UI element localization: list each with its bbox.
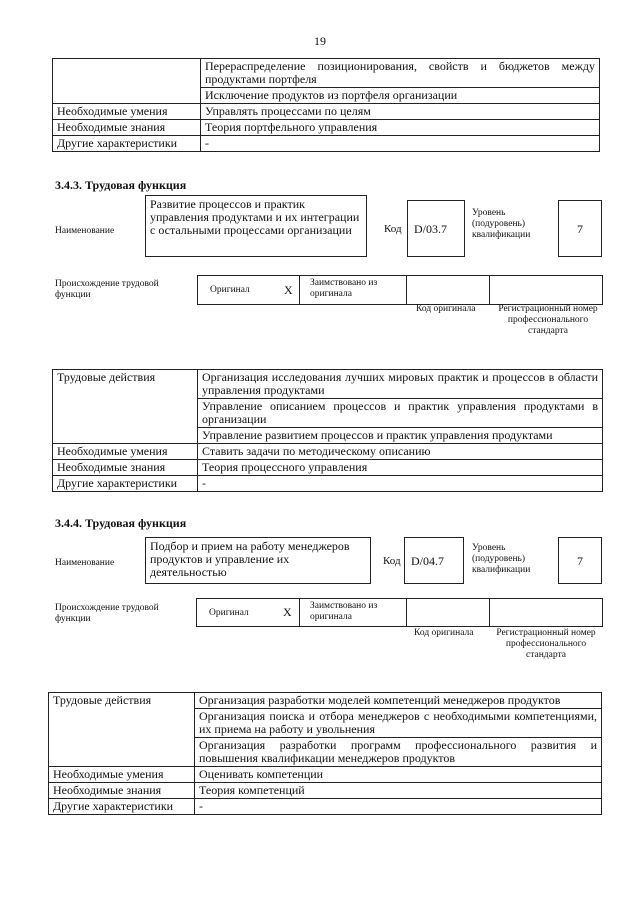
page-number: 19: [314, 34, 326, 48]
function-name: Подбор и прием на работу менеджеров продуктов и управление их деятельностью: [145, 537, 371, 584]
row-label: Другие характеристики: [53, 136, 201, 152]
table-row: [49, 693, 602, 709]
reg-number-cell: [489, 598, 603, 627]
row-label: Необходимые знания: [49, 783, 195, 799]
row-label: Необходимые знания: [53, 120, 201, 136]
table-cell: Организация исследования лучших мировых практик и процессов в области управления продуктами: [198, 370, 603, 399]
qualification-level: 7: [558, 537, 602, 584]
table-cell: Управлять процессами по целям: [201, 104, 600, 120]
table-row: [49, 799, 602, 815]
name-label: Наименование: [55, 226, 115, 236]
table-cell: Оценивать компетенции: [195, 767, 602, 783]
name-label: Наименование: [55, 558, 115, 568]
table-row: [53, 59, 600, 88]
table-row: [49, 783, 602, 799]
top-table: [52, 58, 600, 152]
function-name: Развитие процессов и практик управления продуктами и их интеграции с остальными процессами организации: [145, 195, 367, 257]
row-label: Необходимые умения: [49, 767, 195, 783]
code-label: Код: [384, 223, 402, 235]
details-table-344: [48, 692, 602, 815]
table-cell: Теория портфельного управления: [201, 120, 600, 136]
original-code-cell: [406, 275, 490, 305]
table-cell: Организация разработки программ профессионального развития и повышения квалификации менеджеров продуктов: [195, 738, 602, 767]
table-cell: -: [201, 136, 600, 152]
table-row: [53, 370, 603, 399]
table-cell: Теория процессного управления: [198, 460, 603, 476]
original-code-label: Код оригинала: [416, 304, 476, 314]
level-label: Уровень (подуровень) квалификации: [472, 543, 531, 575]
reg-number-cell: [489, 275, 603, 305]
row-label: Другие характеристики: [53, 476, 198, 492]
table-cell: Управление описанием процессов и практик управления продуктами в организации: [198, 399, 603, 428]
qualification-level: 7: [558, 200, 602, 257]
borrowed-label: Заимствовано из оригинала: [299, 598, 407, 627]
borrowed-label: Заимствовано из оригинала: [299, 275, 407, 305]
table-cell: Исключение продуктов из портфеля организации: [201, 88, 600, 104]
table-cell: Организация поиска и отбора менеджеров с необходимыми компетенциями, их приема на работу и увольнения: [195, 709, 602, 738]
table-cell: Организация разработки моделей компетенций менеджеров продуктов: [195, 693, 602, 709]
origin-label: Происхождение трудовой функции: [55, 279, 159, 300]
reg-number-label: Регистрационный номер профессионального стандарта: [498, 304, 598, 336]
row-label: Другие характеристики: [49, 799, 195, 815]
table-row: [53, 104, 600, 120]
level-label: Уровень (подуровень) квалификации: [472, 208, 531, 240]
table-cell: [53, 59, 201, 104]
original-code-cell: [406, 598, 490, 627]
table-row: [53, 476, 603, 492]
original-label: Оригинал: [209, 608, 249, 618]
original-label: Оригинал: [210, 285, 250, 295]
row-label: Необходимые умения: [53, 104, 201, 120]
section-title: 3.4.4. Трудовая функция: [55, 516, 187, 530]
original-code-label: Код оригинала: [414, 628, 474, 638]
table-cell: -: [195, 799, 602, 815]
details-table-343: [52, 369, 603, 492]
table-cell: Теория компетенций: [195, 783, 602, 799]
origin-original-cell: [197, 275, 300, 305]
table-row: [53, 120, 600, 136]
table-row: [53, 460, 603, 476]
row-label: Трудовые действия: [53, 370, 198, 444]
row-label: Необходимые умения: [53, 444, 198, 460]
table-row: [53, 136, 600, 152]
row-label: Трудовые действия: [49, 693, 195, 767]
table-cell: Управление развитием процессов и практик управления продуктами: [198, 428, 603, 444]
table-cell: -: [198, 476, 603, 492]
table-row: [49, 767, 602, 783]
table-cell: Перераспределение позиционирования, свойств и бюджетов между продуктами портфеля: [201, 59, 600, 88]
origin-label: Происхождение трудовой функции: [55, 603, 159, 624]
function-code: D/04.7: [404, 537, 464, 584]
reg-number-label: Регистрационный номер профессионального стандарта: [496, 628, 596, 660]
original-mark: X: [283, 605, 292, 619]
origin-original-cell: [196, 598, 300, 627]
table-cell: Ставить задачи по методическому описанию: [198, 444, 603, 460]
original-mark: X: [284, 283, 293, 297]
code-label: Код: [383, 555, 401, 567]
table-row: [53, 444, 603, 460]
row-label: Необходимые знания: [53, 460, 198, 476]
section-title: 3.4.3. Трудовая функция: [55, 178, 187, 192]
function-code: D/03.7: [407, 200, 465, 257]
